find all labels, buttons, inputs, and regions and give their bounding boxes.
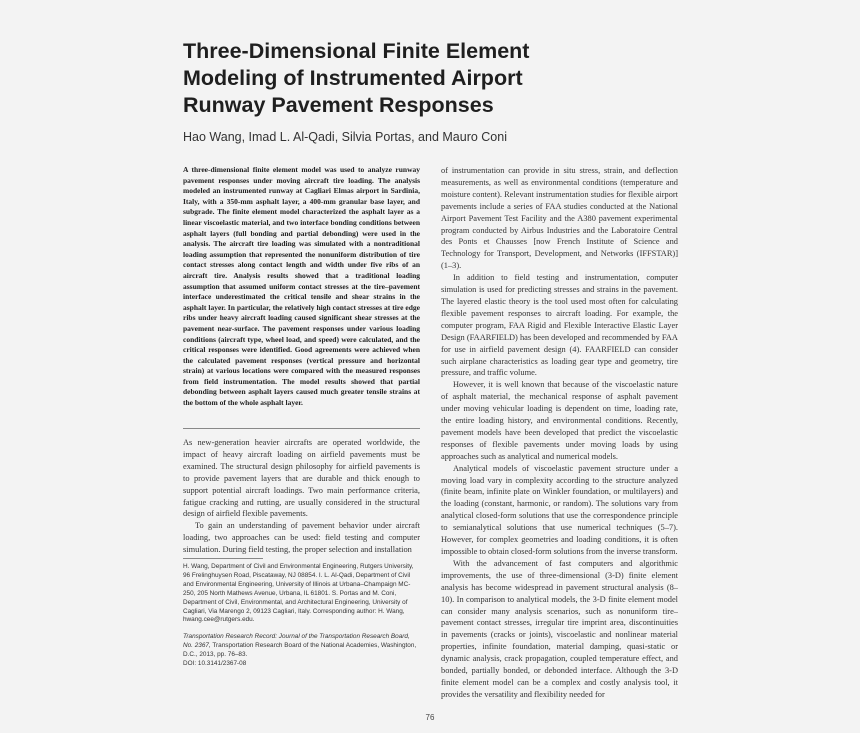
title-line: Modeling of Instrumented Airport bbox=[183, 66, 523, 90]
author-list: Hao Wang, Imad L. Al-Qadi, Silvia Portas, and Mauro Coni bbox=[183, 130, 507, 144]
intro-column bbox=[183, 437, 420, 556]
body-paragraph: Analytical models of viscoelastic pavement structure under a moving load vary in complexity according to the structure analyzed (finite beam, infinite plate on Winkler foundation, or multilayers) and the loading (constant, harmonic, or random). The solutions vary from analytical closed-form solutions that use the correspondence principle to semianalytical solutions that use numerical techniques (5–7). However, for complex geometries and loading conditions, it is often impossible to obtain closed-form solutions from the inverse transform. bbox=[441, 463, 678, 556]
body-paragraph: of instrumentation can provide in situ stress, strain, and deflection measurements, as well as environmental conditions (temperature and moisture content). Relevant instrumentation studies for flexible airport pavements include a series of FAA studies conducted at the National Airport Pavement Test Facility and the A380 pavement experimental program conducted by Airbus Industries and the Laboratoire Central des Ponts et Chausses [now French Institute of Science and Technology for Transport, Development, and Networks (IFFSTAR)] (1–3). bbox=[441, 166, 678, 271]
body-paragraph: As new-generation heavier aircrafts are operated worldwide, the impact of heavy aircraft loading on airfield pavements must be examined. The structural design philosophy for airfield pavements is to provide pavement layers that are durable and thick enough to support potential aircraft loadings. Two main performance criteria, fatigue cracking and rutting, are usually considered in the structural design of airfield flexible pavements. bbox=[183, 438, 420, 519]
title-line: Three-Dimensional Finite Element bbox=[183, 39, 530, 63]
body-paragraph: With the advancement of fast computers and algorithmic improvements, the use of three-dimensional (3-D) finite element analysis has become widespread in pavement structural analysis (8–10). In comparison to analytical models, the 3-D finite element model can consider many analysis scenarios, such as nonuniform tire–pavement contact stresses, irregular tire imprint area, discontinuities in pavements (cracks or joints), viscoelastic and nonlinear material properties, infinite foundation, material damping, quasi-static or dynamic analysis, crack propagation, coupled temperature effect, and bonded, partially bonded, or debonded interface. Although the 3-D finite element model can be a complex and costly analysis tool, it provides the versatility and flexibility needed for bbox=[441, 558, 678, 699]
author-affiliations: H. Wang, Department of Civil and Environmental Engineering, Rutgers University, 96 Frelinghuysen Road, Piscataway, NJ 08854. I. L. Al-Qadi, Department of Civil and Environmental Engineering, University of Illinois at Urbana–Champaign MC-250, 205 North Mathews Avenue, Urbana, IL 61801. S. Portas and M. Coni, Department of Civil, Environmental, and Architectural Engineering, University of Cagliari, Via Marengo 2, 09123 Cagliari, Italy. Corresponding author: H. Wang, hwang.cee@rutgers.edu. bbox=[183, 563, 414, 624]
page-number: 76 bbox=[425, 713, 435, 722]
footnote-divider bbox=[183, 558, 263, 559]
body-paragraph: In addition to field testing and instrumentation, computer simulation is used for predicting stresses and strains in the pavement. The layered elastic theory is the tool used most often for calculating flexible pavement responses to aircraft loading. For example, the computer program, FAA Rigid and Flexible Interactive Elastic Layer Design (FAARFIELD) has been developed and recommended by FAA for use in airfield pavement design (4). FAARFIELD can consider such airplane characteristics as loading gear type and geometry, tire pressure, and traffic volume. bbox=[441, 273, 678, 378]
body-paragraph: However, it is well known that because of the viscoelastic nature of asphalt material, the mechanical response of asphalt pavement under moving vehicular loading is dependent on time, loading rate, the entire loading history, and environmental conditions. Recently, pavement models have been developed that predict the viscoelastic responses of flexible pavements under moving loads by using approaches such as analytical and numerical models. bbox=[441, 380, 678, 461]
paper-title bbox=[183, 38, 653, 119]
journal-name: Transportation Research Record: Journal of the Transportation Research Board, No. 2367, bbox=[183, 633, 410, 649]
abstract-divider bbox=[183, 428, 420, 429]
abstract: A three-dimensional finite element model was used to analyze runway pavement responses under moving aircraft tire loading. The analysis modeled an instrumented runway at Cagliari Elmas airport in Sardinia, Italy, with a 350-mm asphalt layer, a 400-mm granular base layer, and subgrade. The finite element model characterized the asphalt layer as a linear viscoelastic material, and two interface bonding conditions between asphalt layers (full bonding and partial debonding) were used in the analysis. The aircraft tire loading was simulated with a nontraditional loading assumption that represented the nonuniform distribution of tire contact stresses along contact length and width under five ribs of an aircraft tire. Analysis results showed that a traditional loading assumption that assumed uniform contact stresses at the tire–pavement interface underestimated the critical tensile and shear strains in the asphalt layer. In particular, the relatively high contact stresses at tire edge ribs under heavy aircraft loading caused significant shear stresses at the pavement near-surface. The pavement responses under various loading conditions (aircraft type, wheel load, and speed) were calculated, and the critical responses were identified. Good agreements were achieved when the calculated pavement responses (vertical pressure and horizontal strain) at various locations were compared with the measured responses from field instrumentation. The model results showed that partial debonding between asphalt layers caused much greater tensile strains at the bottom of the whole asphalt layer. bbox=[183, 165, 420, 408]
journal-citation bbox=[183, 633, 420, 669]
publisher-info: Transportation Research Board of the National Academies, Washington, D.C., 2013, pp. 76–83. bbox=[183, 641, 417, 658]
right-column bbox=[441, 165, 678, 701]
doi: DOI: 10.3141/2367-08 bbox=[183, 659, 247, 667]
title-line: Runway Pavement Responses bbox=[183, 93, 494, 117]
body-paragraph: To gain an understanding of pavement behavior under aircraft loading, two approaches can be used: field testing and computer simulation. During field testing, the proper selection and installation bbox=[183, 521, 420, 555]
